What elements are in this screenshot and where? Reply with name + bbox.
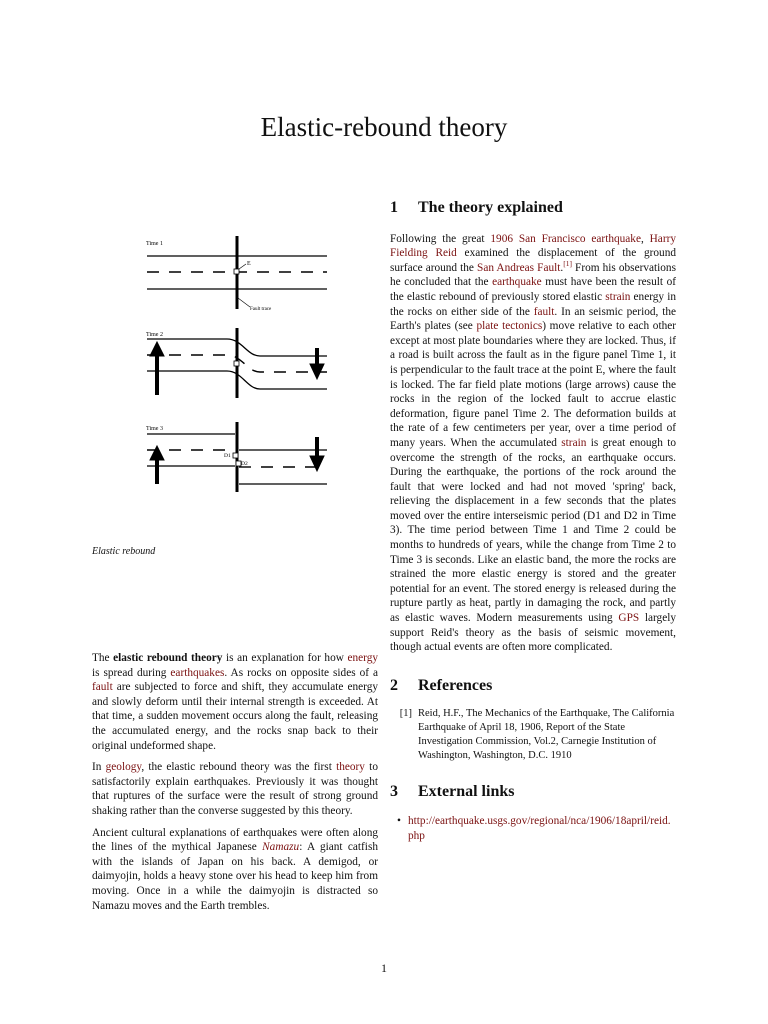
section-heading-references: 2 References	[390, 676, 493, 694]
section-heading-theory: 1 The theory explained	[390, 199, 563, 216]
page-title: Elastic-rebound theory	[260, 112, 508, 142]
label-time3: Time 3	[146, 426, 163, 432]
point-marker-t2	[234, 361, 239, 366]
point-e-marker	[234, 269, 239, 274]
page-number: 1	[381, 961, 387, 975]
right-column	[390, 201, 676, 843]
link-fault[interactable]: fault	[92, 681, 113, 694]
link-gps[interactable]: GPS	[618, 612, 640, 625]
label-point-e: E	[247, 261, 251, 267]
citation-1[interactable]: [1]	[563, 259, 572, 269]
label-time2: Time 2	[146, 332, 163, 338]
fault-trace-leader	[238, 298, 250, 307]
arrow-up-head-t2	[150, 342, 164, 356]
reference-item: [1] Reid, H.F., The Mechanics of the Earthquake, The California Earthquake of April 18, 1906, Report of the State Investigation Commission, Vol.2, Carnegie Institution of Washington, Washington, D.C. 1910	[399, 708, 675, 762]
section-heading-external-links: 3 External links	[390, 783, 515, 801]
link-strain-2[interactable]: strain	[561, 436, 587, 449]
bullet-icon: •	[397, 815, 401, 827]
intro-paragraph-1: The elastic rebound theory is an explanation for how energy is spread during earthquakes. As rocks on opposite sides of a fault are subjected to force and shift, they accumulate energy and slowly deform until their internal strength is exceeded. At that time, a sudden movement occurs along the fault, releasing the accumulated energy, and the rocks snap back to their original undeformed shape.	[92, 652, 379, 752]
label-d2: D2	[241, 461, 248, 467]
theory-paragraph: Following the great 1906 San Francisco earthquake, Harry Fielding Reid examined the displacement of the ground surface around the San Andreas Fault.[1] From his observations he concluded that the earthquake must have been the result of the elastic rebound of previously stored elastic strain energy in the rocks on either side of the fault. In an seismic period, the Earth's plates (see plate tectonics) move relative to each other except at most plate boundaries where they are locked. Thus, if a road is built across the fault as in the figure panel Time 1, it is perpendicular to the fault trace at the point E, where the fault is locked. The far field plate motions (large arrows) cause the rocks in the region of the locked fault to accrue elastic deformation, figure panel Time 2. The deformation builds at the rate of a few centimeters per year, over a time period of many years. When the accumulated strain is great enough to overcome the strength of the rocks, an earthquake occurs. During the earthquake, the portions of the rock around the fault that were locked and had not moved 'spring' back, relieving the displacement in a few seconds that the plates moved over the entire interseismic period (D1 and D2 in Time 3). The time period between Time 1 and Time 2 could be months to hundreds of years, while the change from Time 2 to Time 3 is seconds. Like an elastic band, the more the rocks are strained the more elastic energy is stored and the greater potential for an event. The stored energy is released during the rupture partly as heat, partly in damaging the rock, and partly as elastic waves. Modern measurements using GPS largely support Reid's theory as the basis of seismic movement, though actual events are often more complicated.	[390, 232, 677, 654]
link-strain[interactable]: strain	[605, 290, 631, 303]
point-e-leader	[239, 264, 246, 269]
link-harry-fielding-reid[interactable]: Harry Fielding Reid	[390, 232, 676, 260]
label-d1: D1	[224, 453, 231, 459]
arrow-down-head-t3	[310, 456, 324, 471]
intro-paragraph-3: Ancient cultural explanations of earthquakes were often along the lines of the mythical Japanese Namazu: A giant catfish with the islands of Japan on his back. A demigod, or daimyojin, holds a heavy stone over his head to keep him from moving. Once in a while the daimyojin is distracted so Namazu moves and the Earth trembles.	[92, 826, 378, 912]
intro-section	[92, 651, 378, 920]
external-link-item	[390, 814, 676, 843]
link-fault-2[interactable]: fault	[533, 305, 555, 318]
link-namazu[interactable]: Namazu	[262, 841, 300, 854]
link-san-andreas-fault[interactable]: San Andreas Fault	[477, 261, 561, 274]
link-1906-sf-earthquake[interactable]: 1906 San Francisco earthquake	[490, 232, 641, 245]
link-earthquakes[interactable]: earthquakes	[170, 666, 225, 679]
link-plate-tectonics[interactable]: plate tectonics	[476, 320, 543, 333]
link-earthquake[interactable]: earthquake	[492, 276, 542, 289]
link-geology[interactable]: geology	[105, 761, 142, 774]
point-marker-t3-left	[233, 453, 238, 458]
link-theory[interactable]: theory	[336, 761, 365, 774]
arrow-up-head-t3	[150, 446, 164, 460]
link-energy[interactable]: energy	[347, 652, 379, 664]
intro-paragraph-2: In geology, the elastic rebound theory was the first theory to satisfactorily explain earthquakes. Previously it was thought that ruptures of the surface were the result of strong ground shaking rather than the converse suggested by this theory.	[92, 761, 378, 817]
term-elastic-rebound-theory: elastic rebound theory	[113, 652, 223, 664]
label-time1: Time 1	[146, 241, 163, 247]
label-fault-trace: Fault trace	[250, 307, 272, 312]
external-link-usgs[interactable]: http://earthquake.usgs.gov/regional/nca/1906/18april/reid.php	[408, 815, 671, 842]
elastic-rebound-figure	[92, 232, 352, 502]
figure-caption: Elastic rebound	[92, 546, 156, 557]
